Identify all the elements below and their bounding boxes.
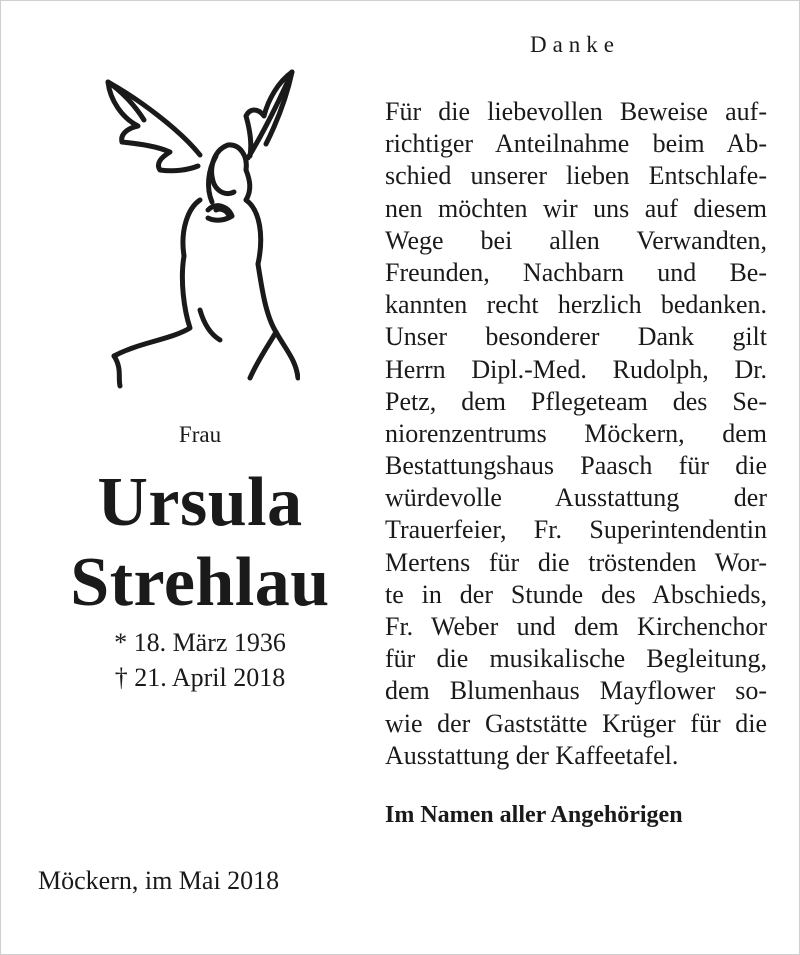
text-line: Bestattungshaus Paasch für die	[385, 451, 767, 481]
text-line: richtiger Anteilnahme beim Ab-	[385, 129, 767, 159]
text-line: Herrn Dipl.-Med. Rudolph, Dr.	[385, 354, 767, 384]
text-line: te in der Stunde des Abschieds,	[385, 579, 767, 609]
text-line: Für die liebevollen Beweise auf-	[385, 97, 767, 126]
text-line: für die musikalische Begleitung,	[385, 644, 767, 674]
text-line: Petz, dem Pflegeteam des Se-	[385, 386, 767, 416]
text-line: dem Blumenhaus Mayflower so-	[385, 676, 767, 706]
text-line: niorenzentrums Möckern, dem	[385, 418, 767, 448]
last-name: Strehlau	[70, 544, 330, 621]
title-prefix: Frau	[178, 422, 222, 447]
text-line: nen möchten wir uns auf diesem	[385, 193, 767, 223]
text-line: Ausstattung der Kaffeetafel.	[385, 740, 679, 770]
place-date: Möckern, im Mai 2018	[38, 866, 280, 895]
angel-icon	[100, 60, 300, 390]
text-line: kannten recht herzlich bedanken.	[385, 290, 767, 320]
birth-date: * 18. März 1936	[114, 628, 286, 657]
text-line: Fr. Weber und dem Kirchenchor	[385, 612, 767, 641]
thanks-text	[385, 96, 767, 772]
death-date: † 21. April 2018	[114, 663, 286, 692]
signature: Im Namen aller Angehörigen	[385, 802, 683, 828]
text-line: Freunden, Nachbarn und Be-	[385, 257, 767, 287]
text-line: Mertens für die tröstenden Wor-	[385, 547, 767, 577]
first-name: Ursula	[97, 464, 303, 541]
text-line: schied unserer lieben Entschlafe-	[385, 161, 767, 191]
text-line: Unser besonderer Dank gilt	[385, 322, 767, 352]
text-line: Wege bei allen Verwandten,	[385, 225, 767, 255]
text-line: wie der Gaststätte Krüger für die	[385, 708, 767, 738]
danke-heading: Danke	[529, 32, 621, 57]
text-line: würdevolle Ausstattung der	[385, 483, 767, 513]
text-line: Trauerfeier, Fr. Superintendentin	[385, 515, 767, 545]
